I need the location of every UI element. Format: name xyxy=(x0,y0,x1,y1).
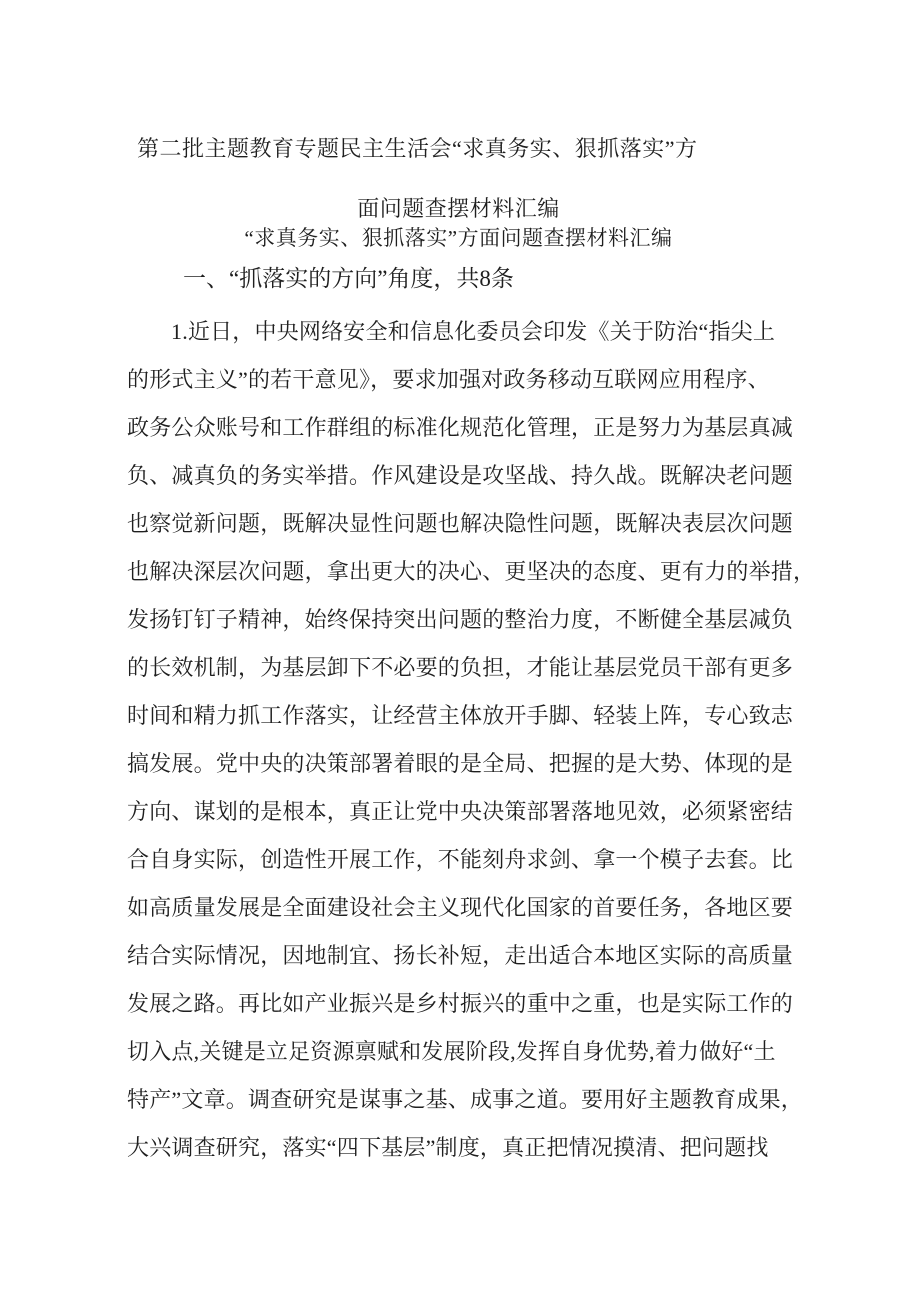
paragraph-line: 负、减真负的务实举措。作风建设是攻坚战、持久战。既解决老问题 xyxy=(127,463,794,488)
paragraph-line: 也解决深层次问题，拿出更大的决心、更坚决的态度、更有力的举措， xyxy=(127,559,816,584)
paragraph-line: 的长效机制，为基层卸下不必要的负担，才能让基层党员干部有更多 xyxy=(127,655,794,680)
paragraph-line: 发展之路。再比如产业振兴是乡村振兴的重中之重，也是实际工作的 xyxy=(127,991,794,1016)
paragraph-line: 发扬钉钉子精神，始终保持突出问题的整治力度，不断健全基层减负 xyxy=(127,607,794,632)
paragraph-line: 1.近日，中央网络安全和信息化委员会印发《关于防治“指尖上 xyxy=(171,319,776,344)
paragraph-line: 结合实际情况，因地制宜、扬长补短，走出适合本地区实际的高质量 xyxy=(127,943,794,968)
document-title-line-2: 面问题查摆材料汇编 xyxy=(357,196,560,221)
paragraph-line: 如高质量发展是全面建设社会主义现代化国家的首要任务，各地区要 xyxy=(127,895,794,920)
paragraph-line: 合自身实际，创造性开展工作，不能刻舟求剑、拿一个模子去套。比 xyxy=(127,847,794,872)
paragraph-line: 特产”文章。调查研究是谋事之基、成事之道。要用好主题教育成果， xyxy=(127,1087,803,1112)
paragraph-line: 搞发展。党中央的决策部署着眼的是全局、把握的是大势、体现的是 xyxy=(127,751,794,776)
paragraph-line: 时间和精力抓工作落实，让经营主体放开手脚、轻装上阵，专心致志 xyxy=(127,703,794,728)
paragraph-line: 大兴调查研究，落实“四下基层”制度，真正把情况摸清、把问题找 xyxy=(127,1135,769,1160)
paragraph-line: 政务公众账号和工作群组的标准化规范化管理，正是努力为基层真减 xyxy=(127,415,794,440)
paragraph-line: 切入点,关键是立足资源禀赋和发展阶段,发挥自身优势,着力做好“土 xyxy=(127,1039,776,1064)
paragraph-line: 也察觉新问题，既解决显性问题也解决隐性问题，既解决表层次问题 xyxy=(127,511,794,536)
paragraph-line: 的形式主义”的若干意见》，要求加强对政务移动互联网应用程序、 xyxy=(127,367,770,392)
document-title-line-1: 第二批主题教育专题民主生活会“求真务实、狠抓落实”方 xyxy=(137,136,698,161)
document-subtitle: “求真务实、狠抓落实”方面问题查摆材料汇编 xyxy=(244,226,673,250)
paragraph-line: 方向、谋划的是根本，真正让党中央决策部署落地见效，必须紧密结 xyxy=(127,799,794,824)
body-paragraph xyxy=(127,308,816,1172)
section-heading: 一、“抓落实的方向”角度，共8条 xyxy=(183,266,514,291)
